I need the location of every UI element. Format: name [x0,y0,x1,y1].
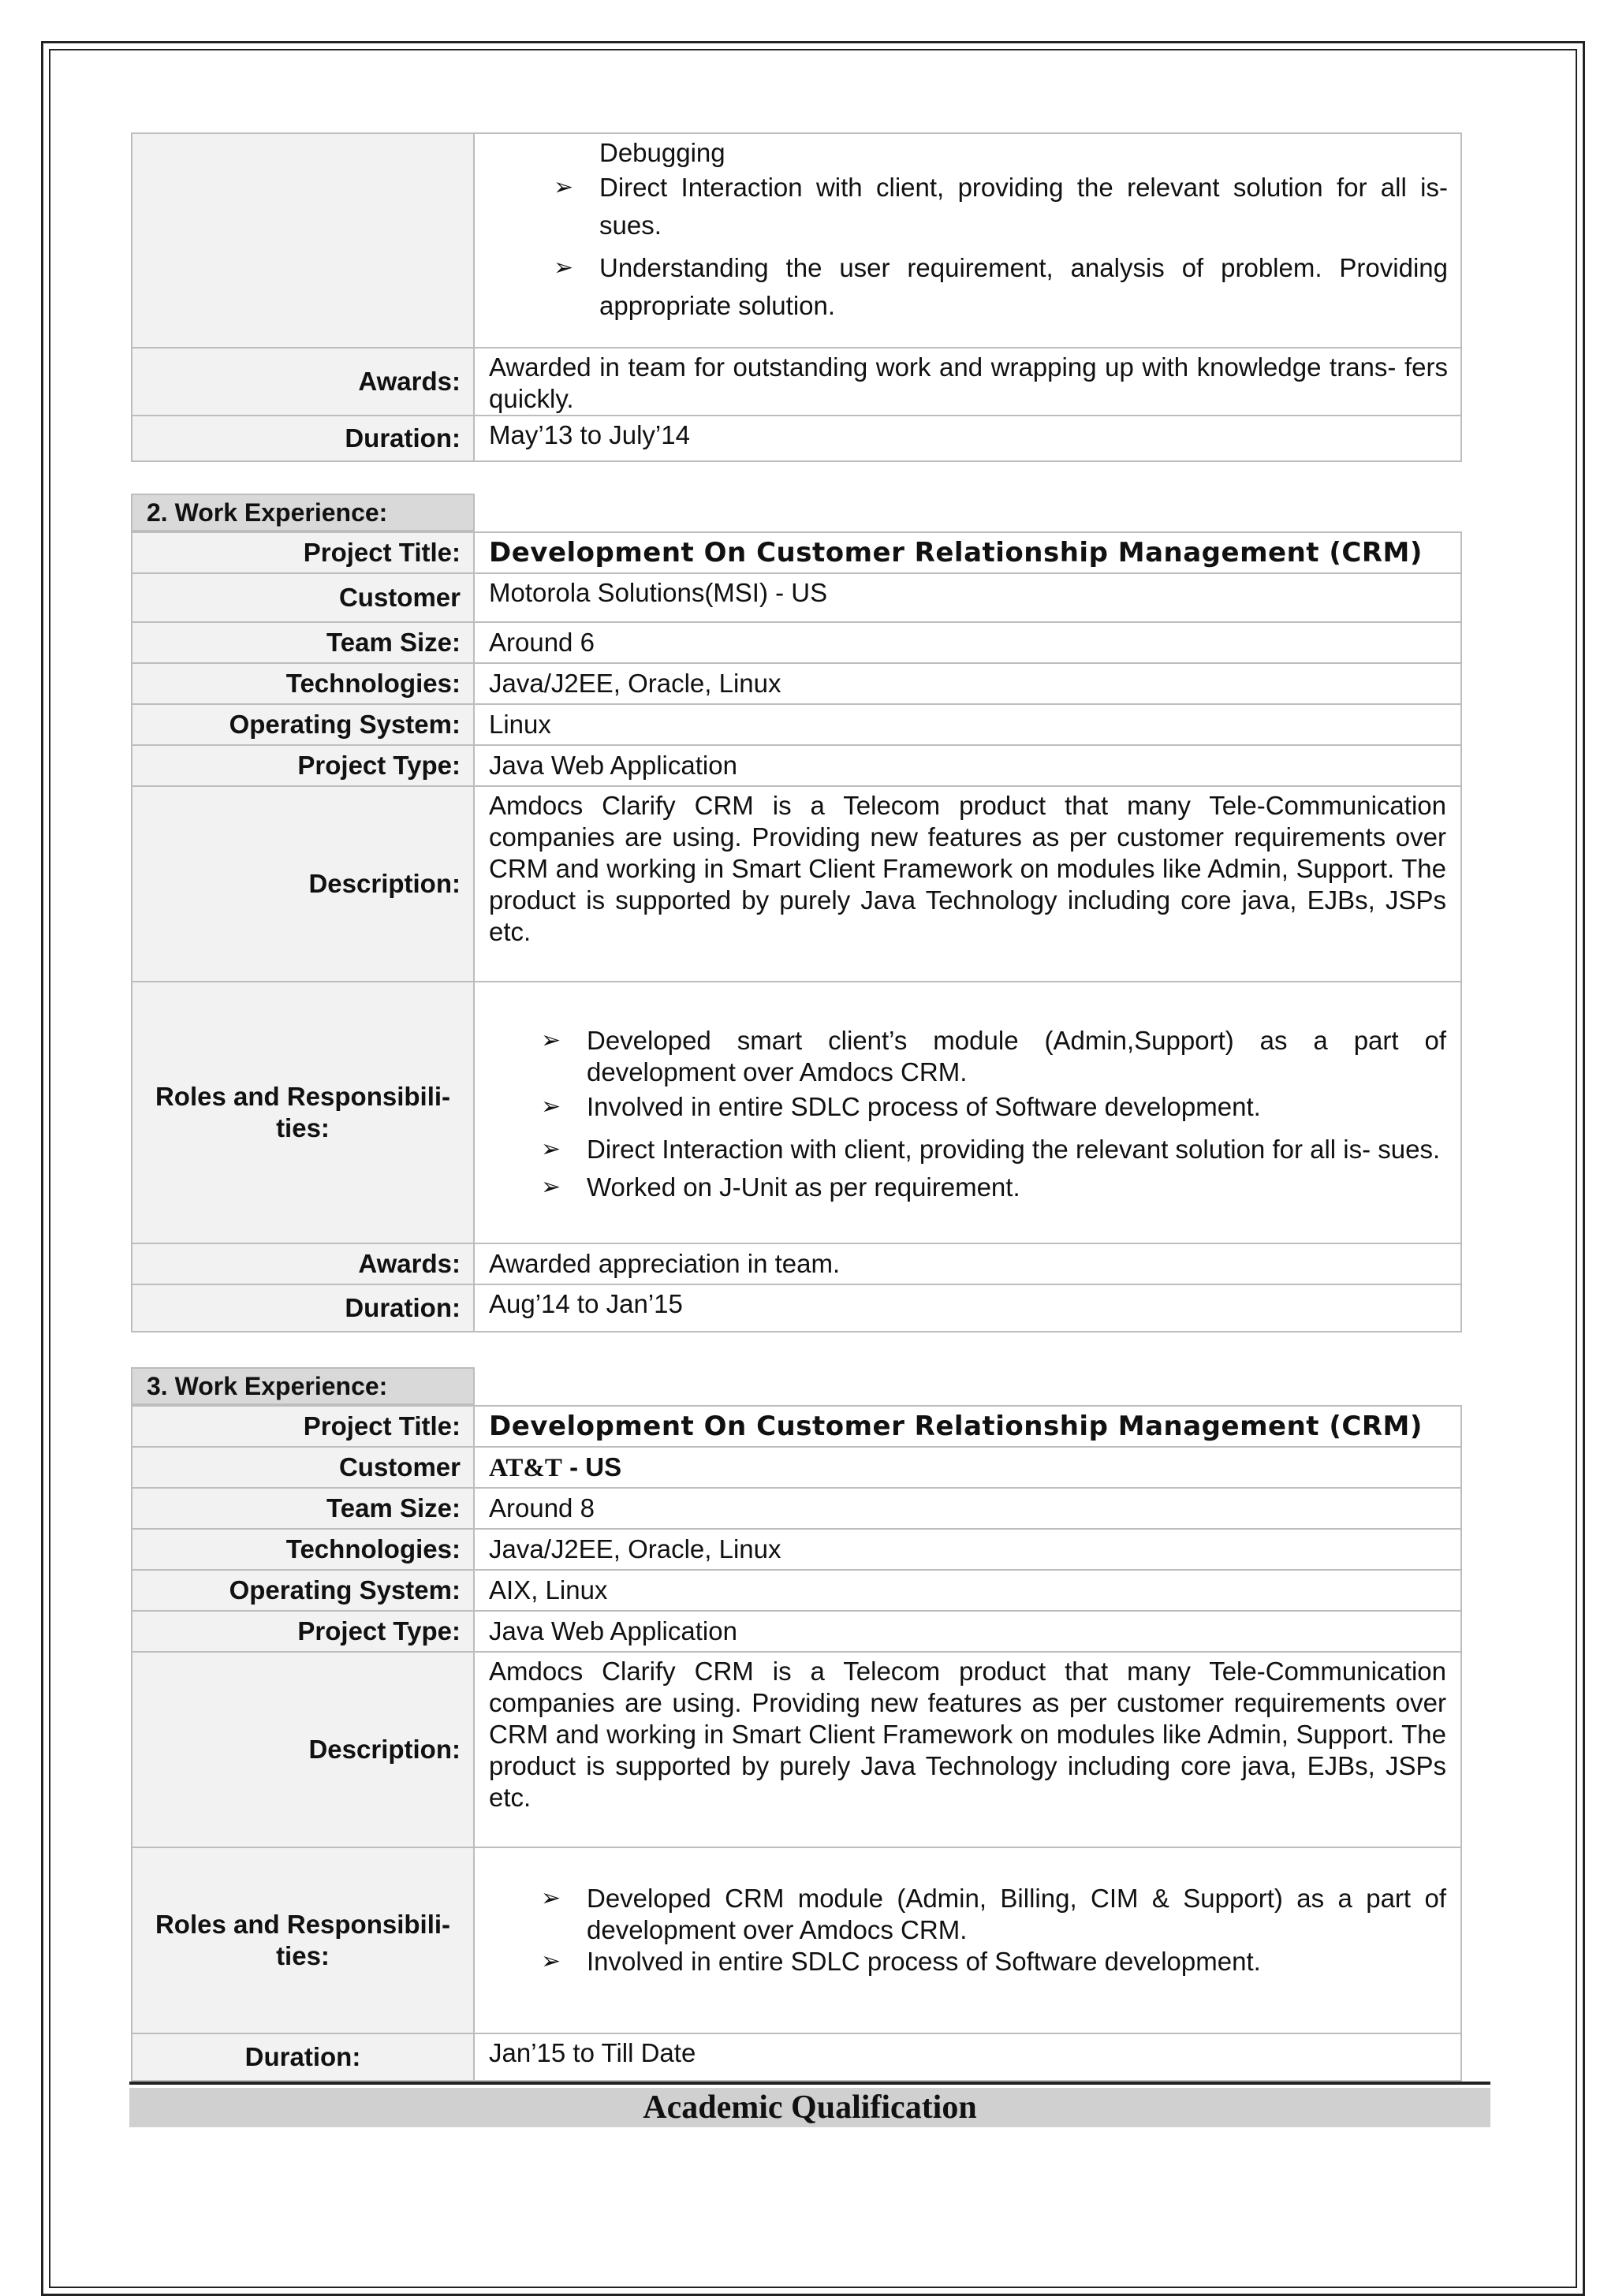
awards-label: Awards: [132,348,474,416]
arrow-bullet-icon: ➢ [541,1948,561,1974]
customer-value [474,1447,1461,1488]
team-size-value: Around 8 [474,1488,1461,1529]
role-item: ➢ Worked on J-Unit as per requirement. [541,1172,1020,1202]
project-title-value: Development On Customer Relationship Management (CRM) [474,1406,1461,1447]
project-title-label: Project Title: [132,532,474,573]
project-title-value: Development On Customer Relationship Management (CRM) [474,532,1461,573]
experience-3-table [131,1405,1462,2082]
duration-value: May’13 to July’14 [474,416,1461,461]
technologies-label: Technologies: [132,1529,474,1570]
arrow-bullet-icon: ➢ [541,1136,561,1162]
roles-cell [474,982,1461,1243]
customer-suffix: - US [561,1452,622,1482]
roles-label-empty [132,133,474,348]
role-item: ➢ Direct Interaction with client, providing the relevant solution for all is- sues. [599,169,1448,244]
team-size-value: Around 6 [474,622,1461,663]
experience-2-table [131,531,1462,1332]
duration-label: Duration: [132,416,474,461]
description-value: Amdocs Clarify CRM is a Telecom product that many Tele-Communication companies are using. Providing new features as per customer requirements over CRM and working in Smart Client Framework on modules like Admin, Support. The product is supported by purely Java Technology including core java, EJBs, JSPs etc. [474,1652,1461,1847]
project-type-value: Java Web Application [474,745,1461,786]
arrow-bullet-icon: ➢ [554,174,574,200]
arrow-bullet-icon: ➢ [554,255,574,281]
arrow-bullet-icon: ➢ [541,1027,561,1053]
role-item: ➢ Involved in entire SDLC process of Software development. [541,1092,1261,1121]
description-label: Description: [132,1652,474,1847]
experience-1-table [131,132,1462,462]
customer-name: AT&T [489,1453,562,1482]
project-type-label: Project Type: [132,1611,474,1652]
role-item: ➢ Developed CRM module (Admin, Billing, CIM & Support) as a part of development over Amdocs CRM. [541,1884,1446,1944]
technologies-value: Java/J2EE, Oracle, Linux [474,1529,1461,1570]
os-value: Linux [474,704,1461,745]
awards-value: Awarded in team for outstanding work and wrapping up with knowledge trans- fers quickly. [474,348,1461,416]
academic-qualification-heading: Academic Qualification [129,2088,1490,2127]
arrow-bullet-icon: ➢ [541,1174,561,1200]
duration-label: Duration: [132,2033,474,2081]
team-size-label: Team Size: [132,1488,474,1529]
role-item: ➢ Understanding the user requirement, analysis of problem. Providing appropriate solution. [599,249,1448,325]
awards-value: Awarded appreciation in team. [474,1243,1461,1284]
arrow-bullet-icon: ➢ [541,1094,561,1120]
project-type-value: Java Web Application [474,1611,1461,1652]
roles-label: Roles and Responsibili- ties: [132,1847,474,2033]
roles-cell [474,1847,1461,2033]
roles-cell [474,133,1461,348]
awards-label: Awards: [132,1243,474,1284]
duration-value: Aug’14 to Jan’15 [474,1284,1461,1332]
os-value: AIX, Linux [474,1570,1461,1611]
description-label: Description: [132,786,474,982]
customer-label: Customer [132,1447,474,1488]
arrow-bullet-icon: ➢ [541,1885,561,1911]
project-type-label: Project Type: [132,745,474,786]
technologies-label: Technologies: [132,663,474,704]
team-size-label: Team Size: [132,622,474,663]
technologies-value: Java/J2EE, Oracle, Linux [474,663,1461,704]
customer-value: Motorola Solutions(MSI) - US [474,573,1461,622]
roles-continuation-text: Debugging [599,138,725,167]
experience-3-heading: 3. Work Experience: [131,1367,475,1405]
academic-divider [129,2082,1490,2085]
duration-value: Jan’15 to Till Date [474,2033,1461,2081]
duration-label: Duration: [132,1284,474,1332]
os-label: Operating System: [132,1570,474,1611]
role-item: ➢ Developed smart client’s module (Admin,Support) as a part of development over Amdocs CRM. [541,1026,1446,1086]
project-title-label: Project Title: [132,1406,474,1447]
description-value: Amdocs Clarify CRM is a Telecom product that many Tele-Communication companies are using. Providing new features as per customer requirements over CRM and working in Smart Client Framework on modules like Admin, Support. The product is supported by purely Java Technology including core java, EJBs, JSPs etc. [474,786,1461,982]
roles-label: Roles and Responsibili- ties: [132,982,474,1243]
os-label: Operating System: [132,704,474,745]
experience-2-heading: 2. Work Experience: [131,494,475,531]
role-item: ➢ Direct Interaction with client, providing the relevant solution for all is- sues. [587,1131,1446,1168]
role-item: ➢ Involved in entire SDLC process of Software development. [541,1947,1261,1976]
customer-label: Customer [132,573,474,622]
